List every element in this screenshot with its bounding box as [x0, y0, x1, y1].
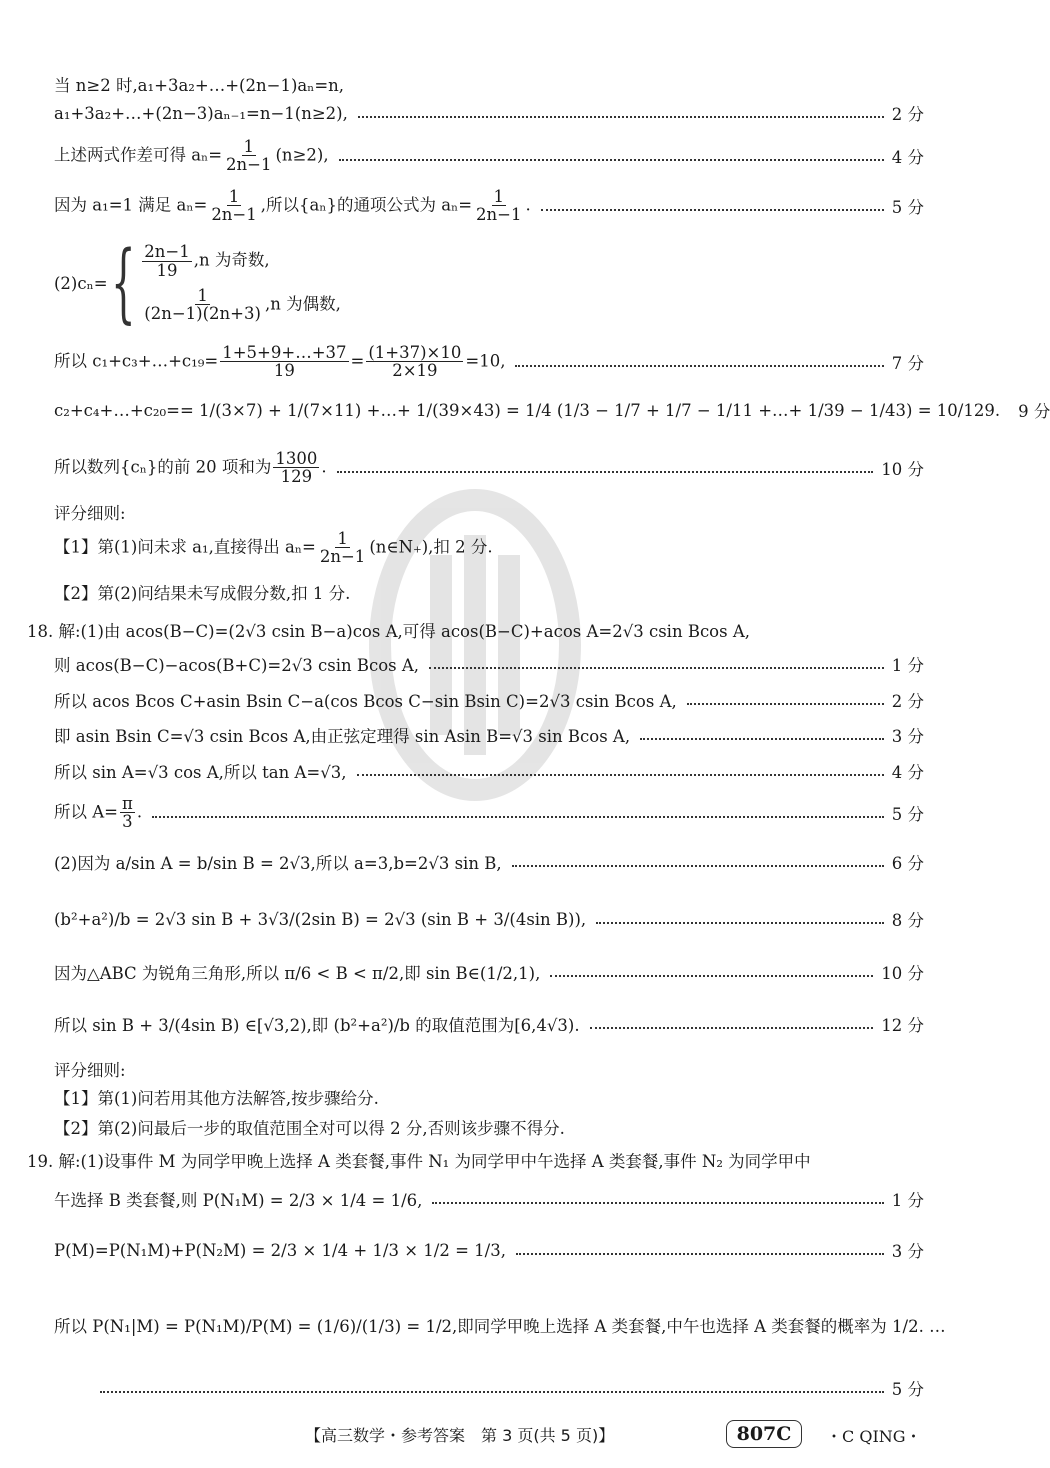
- q18-line-1: 18. 解:(1)由 acos(B−C)=(2√3 csin B−a)cos A,可得 acos(B−C)+acos A=2√3 csin Bcos A,: [27, 622, 750, 641]
- footer-title: 【高三数学・参考答案 第 3 页(共 5 页)】: [305, 1426, 615, 1445]
- score-label: 10 分: [881, 459, 924, 479]
- score-label: 5 分: [891, 804, 924, 824]
- score-label: 5 分: [891, 1380, 924, 1399]
- score-label: 7 分: [891, 353, 924, 373]
- score-label: 3 分: [891, 727, 924, 746]
- score-label: 1 分: [891, 656, 924, 675]
- rules-heading: 评分细则:: [54, 504, 126, 523]
- score-label: 2 分: [891, 105, 924, 124]
- q19-line-1: 19. 解:(1)设事件 M 为同学甲晚上选择 A 类套餐,事件 N₁ 为同学甲中午选择 A 类套餐,事件 N₂ 为同学甲中: [27, 1152, 811, 1171]
- line-2: a₁+3a₂+…+(2n−3)aₙ₋₁=n−1(n≥2), 2 分: [54, 101, 924, 125]
- piecewise-cn: (2)cₙ= { $\frac{2n-1}{19}$ ,n 为奇数, $\frac{1}{(2n-1)(2n+3)}$ ,n 为偶数,: [54, 233, 341, 333]
- q18-line-3: 所以 acos Bcos C+asin Bsin C−a(cos Bcos C−sin Bsin C)=2√3 csin Bcos A, 2 分: [54, 688, 924, 712]
- q19-line-3: P(M)=P(N₁M)+P(N₂M) = 2/3 × 1/4 + 1/3 × 1/2 = 1/3, 3 分: [54, 1238, 924, 1262]
- q18-line-5: 所以 sin A=√3 cos A,所以 tan A=√3, 4 分: [54, 759, 924, 783]
- q18-line-4: 即 asin Bsin C=√3 csin Bcos A,由正弦定理得 sin Asin B=√3 sin Bcos A, 3 分: [54, 723, 924, 747]
- page-footer: [0, 1420, 950, 1448]
- line-3: 上述两式作差可得 aₙ= $\frac{1}{2n-1}$ (n≥2), 4 分: [54, 137, 924, 175]
- q19-line-5: [100, 1376, 924, 1400]
- score-label: 1 分: [891, 1191, 924, 1210]
- score-label: 9 分: [1018, 402, 1050, 421]
- q19-line-4: 所以 P(N₁|M) = P(N₁M)/P(M) = (1/6)/(1/3) = 1/2,即同学甲晚上选择 A 类套餐,中午也选择 A 类套餐的概率为 1/2. …: [54, 1317, 946, 1336]
- score-label: 2 分: [891, 692, 924, 711]
- q18-line-6: 所以 A= $\frac{\pi}{3}$ . 5 分: [54, 794, 924, 832]
- line-4: 因为 a₁=1 满足 aₙ= $\frac{1}{2n-1}$ ,所以{aₙ}的通项公式为 aₙ= $\frac{1}{2n-1}$ . 5 分: [54, 187, 924, 225]
- score-label: 12 分: [881, 1016, 924, 1035]
- q18-line-10: 所以 sin B + 3/(4sin B) ∈[√3,2),即 (b²+a²)/b 的取值范围为[6,4√3). 12 分: [54, 1012, 924, 1036]
- q18-rule-2: 【2】第(2)问最后一步的取值范围全对可以得 2 分,否则该步骤不得分.: [54, 1119, 565, 1138]
- q18-line-2: 则 acos(B−C)−acos(B+C)=2√3 csin Bcos A, 1 分: [54, 652, 924, 676]
- paper-code-badge: 807C: [726, 1420, 802, 1448]
- score-label: 5 分: [891, 197, 924, 217]
- score-label: 10 分: [881, 964, 924, 983]
- q19-line-2: 午选择 B 类套餐,则 P(N₁M) = 2/3 × 1/4 = 1/6, 1 分: [54, 1187, 924, 1211]
- score-label: 8 分: [891, 911, 924, 930]
- q18-rules-heading: 评分细则:: [54, 1061, 126, 1080]
- rule-2: 【2】第(2)问结果未写成假分数,扣 1 分.: [54, 584, 351, 603]
- line-1: 当 n≥2 时,a₁+3a₂+…+(2n−1)aₙ=n,: [54, 76, 345, 95]
- score-label: 3 分: [891, 1242, 924, 1261]
- q18-line-8: (b²+a²)/b = 2√3 sin B + 3√3/(2sin B) = 2√3 (sin B + 3/(4sin B)), 8 分: [54, 907, 924, 931]
- publisher-brand: ・C QING・: [826, 1427, 922, 1446]
- q18-line-9: 因为△ABC 为锐角三角形,所以 π/6 < B < π/2,即 sin B∈(1/2,1), 10 分: [54, 960, 924, 984]
- q18-line-7: (2)因为 a/sin A = b/sin B = 2√3,所以 a=3,b=2√3 sin B, 6 分: [54, 850, 924, 874]
- line-7: c₂+c₄+…+c₂₀== 1/(3×7) + 1/(7×11) +…+ 1/(39×43) = 1/4 (1/3 − 1/7 + 1/7 − 1/11 +…+ 1/39 − 1/43) = 10/129. 9 分: [54, 398, 924, 422]
- rule-1: 【1】第(1)问未求 a₁,直接得出 aₙ= $\frac{1}{2n-1}$ (n∈N₊),扣 2 分.: [54, 529, 493, 567]
- line-6: 所以 c₁+c₃+…+c₁₉= $\frac{1+5+9+\dots+37}{19}$ = $\frac{(1+37)\times 10}{2\times 19}$ =10, 7 分: [54, 343, 924, 381]
- line-8: 所以数列{cₙ}的前 20 项和为 $\frac{1300}{129}$ . 10 分: [54, 449, 924, 487]
- score-label: 4 分: [891, 147, 924, 167]
- score-label: 6 分: [891, 854, 924, 873]
- q18-rule-1: 【1】第(1)问若用其他方法解答,按步骤给分.: [54, 1089, 379, 1108]
- score-label: 4 分: [891, 763, 924, 782]
